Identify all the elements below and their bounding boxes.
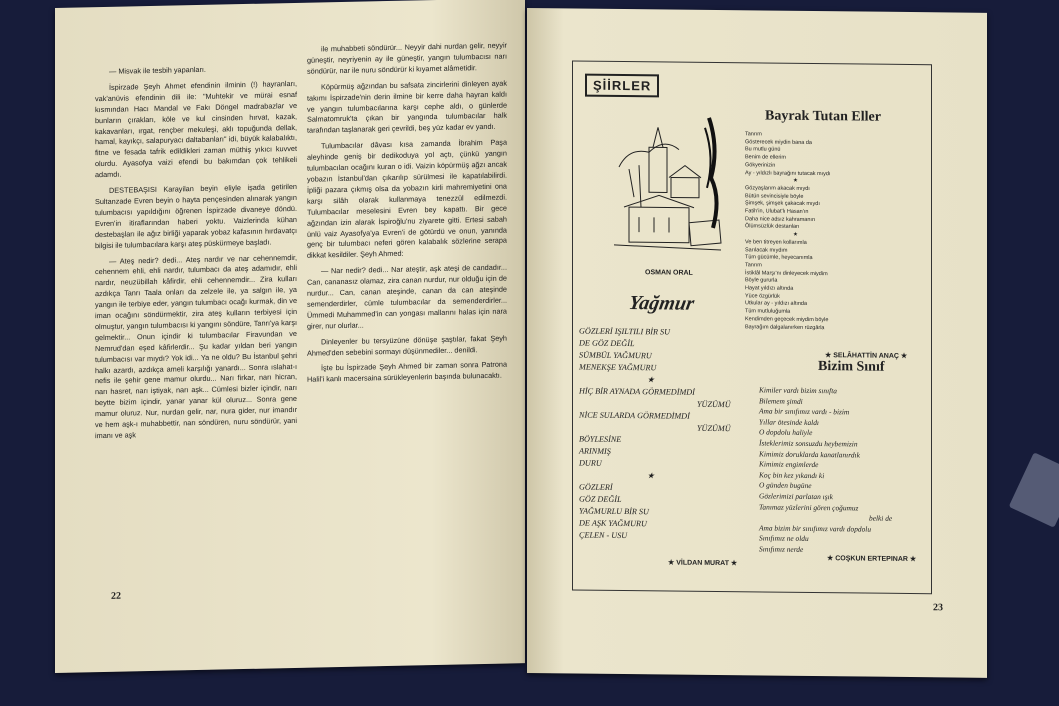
author-signature: ★ COŞKUN ERTEPINAR ★ (827, 555, 917, 564)
poem-line: YÜZÜMÜ (697, 399, 731, 410)
poem-line: Tanrım (745, 262, 762, 269)
poem-line: GÖZLERİ (579, 482, 613, 492)
paragraph: İşte bu İspirzade Şeyh Ahmed bir zaman sonra Patrona Halil'i kanlı macersaina sürükleyenlerin başında bulunacaktı. (307, 360, 507, 385)
poem-line: Sınıfımız nerde (759, 544, 804, 554)
poem-line: Sarılacak mıydım (745, 246, 788, 254)
poem-line: Bayrağım dalgalanırken rüzgârla (745, 323, 825, 331)
poem-line: Yüce özgürlük (745, 293, 780, 300)
section-header: ŞİİRLER (585, 74, 659, 98)
poem-line: Şimşek, şimşek çakacak mıydı (745, 200, 820, 208)
paragraph: Dinleyenler bu tersyüzüne dönüşe şaştılar, fakat Şeyh Ahmed'den sebebini sormayı düşünmediler... denildi. (307, 333, 507, 358)
paragraph: Köpürmüş ağzından bu safsata zincirlerini dinleyen ayak takımı İspirzade'nin derin ilmine bir kerre daha hayran kaldı ve yangın tulumbacılarına karşı cephe aldı, o günlerde Salmatomruk'ta çıkan bir yangında tulumbacılar halk tarafından taşlanarak geri çevrildi, beş yüz kadar ev yandı. (307, 78, 507, 136)
paragraph: — Ateş nedir? dedi... Ateş nardır ve nar cehennemdir, cehennem ehli, ehli nardır, tulumbacı da ateş adamıdır, ehli nardır, neuzübillah kâfirdir, ehli cehennemdir... Zira kulları azdıkça Tanrı Taala onları da zelzele ile, ya salgın ile, ya yangın ile terbiye eder, yangın tulumbacı ocağı kurmak, din ve iman ocağını söndürmektir, zira ateş kulların terbiyesi için olmuştur, yangın tulumbacısı ki yangını söndüre, Tanrı'ya karşı gelmektir... Onun içindir ki tulumbacılar Firavundan ve Nemrud'dan eşed kâfirlerdir... Şu kadar yıldan beri yangın tulumbacısı var mıydı? Yok idi... Ya ne oldu? Bu İstanbul şehri halkı azardı, azdıkça ameli karşılığı yanardı... Sonra ıslahat-ı nefis ile şehir gene mamur olurdu... Narı firkar, narı hicran, narı hasret, narı iştiyak, narı aşk... Cümlesi bizler içindir, narı beytte bizim içindir, yanar yanar kül oluruz... Sonra gene mamur oluruz. Nur, nurdan gelir, nar, nura gider, nur imandır ve hem aşk-ı muhabbettir, narı söndüren, nuru söndürür, yani imanı ve aşk (95, 252, 297, 441)
poem-line: Daha nice adsız kahramanın (745, 216, 816, 223)
poem-line: Hayat yıldızı altında (745, 285, 794, 292)
star-separator: ★ (793, 178, 798, 185)
left-column-2 (307, 41, 507, 391)
star-separator: ★ (647, 471, 655, 481)
page-number-right: 23 (933, 602, 943, 614)
poem-line: Bu mutlu günü (745, 146, 781, 154)
author-name: OSMAN ORAL (645, 269, 693, 277)
poem-line: Utkular ay - yıldızı altında (745, 300, 808, 308)
poem-bayrak (745, 131, 925, 333)
poem-line: Sınıfımız ne oldu (759, 533, 809, 544)
left-column-1 (95, 63, 297, 447)
poem-line: Ve ben titreyen kollarımla (745, 239, 807, 246)
poem-line: Böyle gururla (745, 277, 778, 284)
poem-sinif (759, 385, 929, 556)
poem-line: NİCE SULARDA GÖRMEDİMDİ (579, 410, 690, 421)
poem-yagmur (579, 326, 739, 544)
poem-line: Kendimden geçecek miydim böyle (745, 316, 829, 324)
poem-line: DURU (579, 458, 602, 468)
poem-line: Ama bir sınıfımız vardı - bizim (759, 406, 850, 417)
poem-line: GÖZ DEĞİL (579, 494, 622, 504)
poem-line: Benim de ellerim (745, 154, 786, 161)
poem-line: GÖZLERİ IŞILTILI BİR SU (579, 326, 671, 337)
poem-title-sinif: Bizim Sınıf (818, 359, 885, 375)
author-signature: ★ SELÂHATTİN ANAÇ ★ (825, 352, 908, 360)
poem-line: DE GÖZ DEĞİL (579, 338, 635, 349)
poem-line: Bilemem şimdi (759, 396, 803, 406)
paragraph: — Nar nedir? dedi... Nar ateştir, aşk ateşi de candadır... Can, cananasız olamaz, zira canan nurdur, nur olduğu için de nurdur... Can, canan ateşinde, canan da can ateşinde semenderdirler, cümle tulumbacılar da semenderdirler... Ümmedi Muhammed'in can yongası mallarını halas için nara girer, nur olurlar... (307, 262, 507, 331)
poem-line: Gözyaşlarım akacak mıydı (745, 185, 810, 192)
plastic-sleeve-corner (1009, 452, 1059, 528)
poem-line: YAĞMURLU BİR SU (579, 506, 649, 517)
paragraph: ile muhabbeti söndürür... Neyyir dahi nurdan gelir, neyyir güneştir, neyriyenin ay ile güneştir, yangın tulumbacısı narı söndürür, nar ile nuru söndürür ki kıyamet alâmetidir. (307, 40, 507, 76)
poem-line: Tanımaz yüzlerini gören çoğumuz (759, 501, 859, 513)
city-sketch-illustration (609, 107, 727, 258)
author-signature: ★ VİLDAN MURAT ★ (668, 559, 738, 568)
poem-line: Ay - yıldızlı bayrağını tutacak mıydı (745, 169, 831, 177)
poem-line: ARINMIŞ (579, 446, 611, 456)
poem-line: SÜMBÜL YAĞMURU (579, 350, 652, 361)
poem-line: HİÇ BİR AYNADA GÖRMEDİMDİ (579, 386, 695, 397)
star-separator: ★ (647, 375, 655, 385)
poems-frame (572, 60, 932, 594)
poem-line: Tüm mutluluğumla (745, 308, 791, 315)
page-number-left: 22 (111, 590, 121, 602)
paragraph: DESTEBAŞISI Karayilan beyin eliyle işada getirilen Sultanzade Evren beyin o hayta pençesinden alınarak yangın tulumbacısı yapıldığını öğrenen İspirzade divaneye döndü. Evren'in itiraflarından haberi yoktu. Vaizlerinda kühan destebaşları ile ağız birliği yaparak yobaz kafasının hırdavatçı bilgisi ile tulumbacılara karşı ateş püskürmeye başladı. (95, 181, 297, 250)
poem-line: Ölümsüzlük destanları (745, 223, 800, 231)
poem-line: İstiklâl Marşı'nı dinleyecek miydim (745, 269, 828, 277)
star-separator: ★ (793, 231, 798, 238)
poem-title-yagmur: Yağmur (627, 292, 696, 315)
right-page (527, 8, 987, 678)
paragraph: İspirzade Şeyh Ahmet efendinin ilminin (!) hayranları, vak'anüvis efendinin dili ile: "Muhtekir ve mürai esnaf kısmından Hacı Mandal ve Fakı Döngel madrabazlar ve bunların çırakları, köle ve kul cinsinden hırvat, kazak, kakavanları, ırgat, rençber mekuleşi, aklı topuğunda dellak, hamal, kayıkçı, salapuryacı daltabanları" idi, büyük kalabalıktı, fitne ve fesada tafrik edildikleri zaman müthiş yıkıcı kuvvet olurdu. Ayasofya vaizi efendi bu bakımdan çok tehlikeli adamdı. (95, 78, 297, 180)
magazine-spread (55, 8, 990, 673)
poem-line: Gökyerinizin (745, 162, 776, 169)
poem-line: İsteklerimiz sonsuzdu heybemizin (759, 438, 858, 449)
poem-title-bayrak: Bayrak Tutan Eller (765, 108, 881, 125)
poem-line: DE AŞK YAĞMURU (579, 518, 647, 529)
poem-line: Tüm gücümle, heyecanımla (745, 254, 813, 262)
poem-line: Gösterecek miydin bana da (745, 138, 812, 146)
poem-line: Gözlerimizi parlatan ışık (759, 491, 833, 502)
poem-line: Kimimiz doruklarda kanatlanırdık (759, 448, 860, 460)
poem-line: Bütün sevincisiyle böyle (745, 192, 804, 200)
poem-line: Fatih'in, Ulubat'lı Hasan'ın (745, 208, 809, 215)
poem-line: O dopdolu haliyle (759, 427, 813, 438)
poem-line: Kimiler vardı bizim sınıfta (759, 385, 837, 396)
paragraph: — Misvak ile tesbih yapanları. (109, 64, 206, 76)
paragraph: Tulumbacılar dâvası kısa zamanda İbrahim Paşa aleyhinde geniş bir dedikoduya yol açtı, çünkü yangın tulumbacıları ocağını kuran o idi. Vaizin köpürmüş ağzı ancak yobazın İstanbul'dan çıkarılıp sürülmesi ile kapatılabilirdi. İpliği pazara çıkmış olsa da yobazın kirli mahremiyetini ona karşı silâh olarak kullanmaya tenezzül edilmezdi. Tulumbacılar meselesini Evren bey kapattı. Bir gece ağzından izin alarak İspiroğlu'nu ziyarete gitti. Ertesi sabah ünlü vaiz Ayasofya'ya Evren'i de götürdü ve onun, yanında genç bir tulumbacı neferi gören kalabalık sözlerine serapa dikkat kesildiler. Şeyh Ahmed: (307, 137, 507, 261)
poem-line: belki de (869, 513, 893, 523)
poem-line: Tanrım (745, 131, 762, 138)
poem-line: Yıllar ötesinde kaldı (759, 417, 819, 427)
poem-line: Ama bizim bir sınıfımız vardı dopdolu (759, 523, 872, 534)
left-page (55, 0, 525, 673)
poem-line: MENEKŞE YAĞMURU (579, 362, 657, 373)
poem-line: ÇELEN - USU (579, 530, 628, 541)
poem-line: Kimimiz engimlerde (759, 459, 819, 470)
poem-line: YÜZÜMÜ (697, 423, 731, 434)
poem-line: O günden bugüne (759, 480, 812, 491)
poem-line: Koç bin kez yıkandı ki (759, 470, 825, 480)
poem-line: BÖYLESİNE (579, 434, 622, 444)
